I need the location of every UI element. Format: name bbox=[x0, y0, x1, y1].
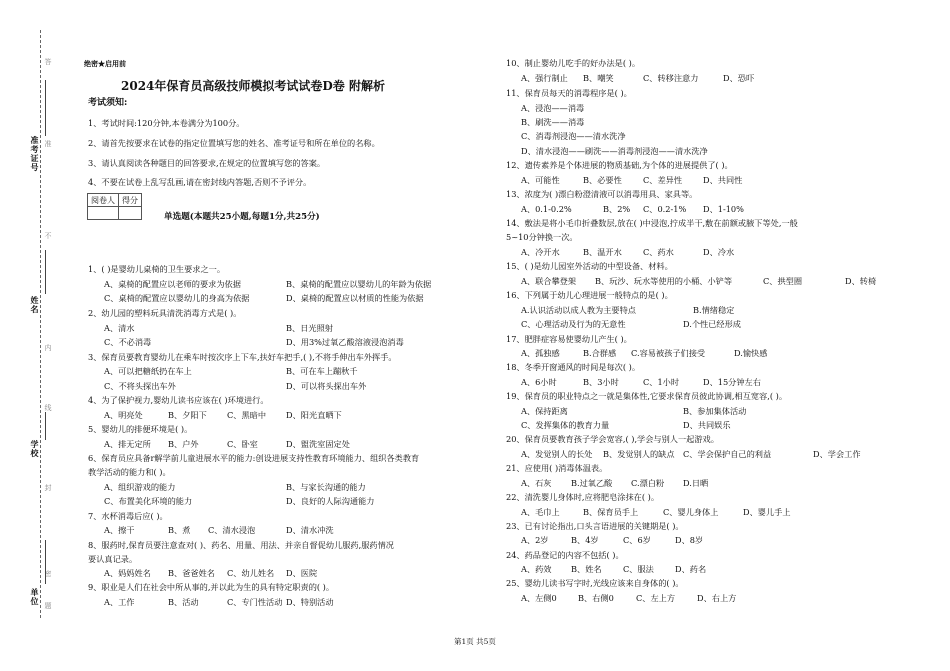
option-line: C、药水 bbox=[643, 247, 674, 257]
option-line: A、桌椅的配置应以老师的要求为依据 bbox=[104, 279, 241, 289]
option-line: D、用3%过氧乙酸溶液浸泡消毒 bbox=[286, 337, 404, 347]
option-line: D、药名 bbox=[675, 564, 707, 574]
option-line: C、桌椅的配置应以婴幼儿的身高为依据 bbox=[104, 293, 250, 303]
question-line: 21、应使用( )消毒体温表。 bbox=[506, 463, 608, 473]
notice-item: 4、不要在试卷上乱写乱画,请在密封线内答题,否则不予评分。 bbox=[88, 177, 312, 187]
question-line: 6、保育员应具备r解学前儿童进展水平的能力:创设进展支持性教育环境能力、组织各类教育 bbox=[88, 453, 420, 463]
option-line: B.情绪稳定 bbox=[693, 305, 735, 315]
grader-box bbox=[87, 193, 142, 220]
question-line: 14、敷法是将小毛巾折叠数层,放在( )中浸泡,拧成半干,敷在前额或腋下等处,一般 bbox=[506, 218, 798, 228]
option-line: A、妈妈姓名 bbox=[104, 568, 151, 578]
option-line: D、特别活动 bbox=[286, 597, 334, 607]
question-line: 5、婴幼儿的排便环境是( )。 bbox=[88, 424, 193, 434]
question-line: 1、( )是婴幼儿桌椅的卫生要求之一。 bbox=[88, 264, 226, 274]
reviewer-cell: 阅卷人 bbox=[88, 194, 119, 207]
option-line: A、排无定所 bbox=[104, 439, 151, 449]
question-line: 5~10分钟换一次。 bbox=[506, 232, 578, 242]
option-line: C、左上方 bbox=[636, 593, 676, 603]
notice-heading: 考试须知: bbox=[88, 98, 128, 108]
option-line: A、左侧0 bbox=[521, 593, 557, 603]
school-write-line[interactable] bbox=[45, 412, 46, 440]
notice-item: 1、考试时间:120分钟,本卷满分为100分。 bbox=[88, 118, 245, 128]
option-line: B.合群感 bbox=[583, 348, 617, 358]
reviewer-entry[interactable] bbox=[88, 207, 119, 220]
option-line: A.认识活动以成人教为主要特点 bbox=[521, 305, 636, 315]
option-line: C、1小时 bbox=[643, 377, 680, 387]
option-line: A、联合攀登架 bbox=[521, 276, 577, 286]
option-line: A、清水 bbox=[104, 323, 135, 333]
question-line: 24、药品登记的内容不包括( )。 bbox=[506, 550, 624, 560]
option-line: A、浸泡——消毒 bbox=[521, 103, 585, 113]
option-line: C、差异性 bbox=[643, 175, 683, 185]
option-line: B、3小时 bbox=[583, 377, 619, 387]
option-line: C、黑暗中 bbox=[227, 410, 267, 420]
option-line: A、6小时 bbox=[521, 377, 557, 387]
option-line: B.过氧乙酸 bbox=[571, 478, 613, 488]
option-line: B、夕阳下 bbox=[168, 410, 207, 420]
option-line: C.漂白粉 bbox=[631, 478, 665, 488]
option-line: A、明亮处 bbox=[104, 410, 143, 420]
question-line: 3、保育员要教育婴幼儿在乘车时按次序上下车,扶好车把手,( ),不将手伸出车外挥手。 bbox=[88, 352, 397, 362]
question-line: 8、服药时,保育员要注意查对( )、药名、用量、用法、并亲自督促幼儿服药,服药情况 bbox=[88, 540, 394, 550]
question-line: 23、已有讨论指出,口头言语进展的关键期是( )。 bbox=[506, 521, 684, 531]
option-line: D、冷水 bbox=[703, 247, 735, 257]
option-line: C、0.2-1% bbox=[643, 204, 687, 214]
option-line: D、共同性 bbox=[703, 175, 743, 185]
name-write-line[interactable] bbox=[45, 250, 46, 294]
option-line: B、煮 bbox=[168, 525, 191, 535]
unit-write-line[interactable] bbox=[45, 540, 46, 584]
option-line: B、桌椅的配置应以婴幼儿的年龄为依据 bbox=[286, 279, 432, 289]
question-line: 2、幼儿园的塑料玩具清洗消毒方式是( )。 bbox=[88, 308, 242, 318]
option-line: A、孤独感 bbox=[521, 348, 560, 358]
option-line: D、医院 bbox=[286, 568, 318, 578]
option-line: C、清水浸泡 bbox=[208, 525, 256, 535]
binding-faint-char: 不 bbox=[44, 232, 52, 239]
option-line: C.容易被孩子们接受 bbox=[631, 348, 706, 358]
exam-number-label: 准考证号 bbox=[30, 136, 40, 172]
page-title: 2024年保育员高级技师模拟考试试卷D卷 附解析 bbox=[121, 79, 385, 93]
option-line: A、毛巾上 bbox=[521, 507, 560, 517]
option-line: D.愉快感 bbox=[734, 348, 768, 358]
option-line: C、布置美化环境的能力 bbox=[104, 496, 193, 506]
notice-item: 3、请认真阅读各种题目的回答要求,在规定的位置填写您的答案。 bbox=[88, 158, 326, 168]
question-line: 9、职业是人们在社会中所从事的,并以此为生的具有特定职责的( )。 bbox=[88, 582, 335, 592]
question-line: 11、保育员每天的消毒程序是( )。 bbox=[506, 88, 632, 98]
question-line: 4、为了保护视力,婴幼儿读书应该在( )环境进行。 bbox=[88, 395, 269, 405]
option-line: B、日光照射 bbox=[286, 323, 333, 333]
option-line: B、可在车上蹦秋千 bbox=[286, 366, 358, 376]
school-label: 学校 bbox=[30, 440, 40, 458]
option-line: B、姓名 bbox=[571, 564, 602, 574]
option-line: B、参加集体活动 bbox=[683, 406, 747, 416]
option-line: A、可能性 bbox=[521, 175, 560, 185]
option-line: C、服法 bbox=[623, 564, 654, 574]
binding-faint-char: 内 bbox=[44, 344, 52, 351]
option-line: B、4岁 bbox=[571, 535, 599, 545]
option-line: C、卧室 bbox=[227, 439, 258, 449]
score-cell: 得分 bbox=[119, 194, 142, 207]
option-line: D、清水浸泡——刷洗——消毒剂浸泡——清水洗净 bbox=[521, 146, 708, 156]
option-line: C、幼儿姓名 bbox=[227, 568, 275, 578]
option-line: B、玩沙、玩水等使用的小桶、小铲等 bbox=[595, 276, 733, 286]
binding-faint-char: 题 bbox=[44, 602, 52, 609]
option-line: D、转椅 bbox=[845, 276, 877, 286]
option-line: C、转移注意力 bbox=[643, 73, 699, 83]
question-line: 要认真记录。 bbox=[88, 554, 138, 564]
option-line: B、与家长沟通的能力 bbox=[286, 482, 366, 492]
option-line: A、发觉别人的长处 bbox=[521, 449, 593, 459]
question-line: 19、保育员的职业特点之一就是集体性,它要求保育员彼此协调,相互宽容,( )。 bbox=[506, 391, 788, 401]
name-label: 姓名 bbox=[30, 296, 40, 314]
notice-item: 2、请首先按要求在试卷的指定位置填写您的姓名、准考证号和所在单位的名称。 bbox=[88, 138, 380, 148]
question-line: 教学活动的能力和( )。 bbox=[88, 467, 171, 477]
binding-faint-char: 密 bbox=[44, 570, 52, 577]
option-line: D、1-10% bbox=[703, 204, 744, 214]
option-line: C、6岁 bbox=[623, 535, 651, 545]
binding-faint-char: 封 bbox=[44, 484, 52, 491]
score-entry[interactable] bbox=[119, 207, 142, 220]
option-line: D、学会工作 bbox=[813, 449, 861, 459]
option-line: C、婴儿身体上 bbox=[663, 507, 719, 517]
option-line: C、不必消毒 bbox=[104, 337, 152, 347]
question-line: 16、下列属于幼儿心理进展一般特点的是( )。 bbox=[506, 290, 673, 300]
question-line: 15、( )是幼儿园室外活动的中型设备、材料。 bbox=[506, 261, 673, 271]
option-line: A、可以把糖纸扔在车上 bbox=[104, 366, 192, 376]
option-line: D、8岁 bbox=[675, 535, 704, 545]
option-line: D、可以将头探出车外 bbox=[286, 381, 367, 391]
option-line: A、保持距离 bbox=[521, 406, 568, 416]
option-line: B、户外 bbox=[168, 439, 199, 449]
question-line: 13、浓度为( )漂白粉澄清液可以消毒用具、家具等。 bbox=[506, 189, 698, 199]
option-line: C、心理活动及行为的无意性 bbox=[521, 319, 626, 329]
binding-line bbox=[40, 30, 41, 618]
option-line: B、嘲笑 bbox=[583, 73, 614, 83]
question-line: 25、婴幼儿读书写字时,光线应该来自身体的( )。 bbox=[506, 578, 684, 588]
option-line: A、2岁 bbox=[521, 535, 549, 545]
option-line: D、清水冲洗 bbox=[286, 525, 334, 535]
option-line: B、右侧0 bbox=[578, 593, 614, 603]
option-line: D.个性已经形成 bbox=[683, 319, 741, 329]
option-line: A、药效 bbox=[521, 564, 552, 574]
option-line: A、石灰 bbox=[521, 478, 552, 488]
option-line: D、15分钟左右 bbox=[703, 377, 761, 387]
option-line: A、擦干 bbox=[104, 525, 135, 535]
option-line: B、温开水 bbox=[583, 247, 622, 257]
option-line: C、不将头探出车外 bbox=[104, 381, 176, 391]
option-line: D、共同娱乐 bbox=[683, 420, 731, 430]
question-line: 22、清洗婴儿身体时,应将肥皂涂抹在( )。 bbox=[506, 492, 660, 502]
option-line: C、学会保护自己的利益 bbox=[683, 449, 772, 459]
option-line: B、刷洗——消毒 bbox=[521, 117, 585, 127]
binding-faint-char: 准 bbox=[44, 140, 52, 147]
section-title: 单选题(本题共25小题,每题1分,共25分) bbox=[164, 212, 320, 222]
option-line: A、0.1-0.2% bbox=[521, 204, 572, 214]
question-line: 20、保育员要教育孩子学会宽容,( ),学会与别人一起游戏。 bbox=[506, 434, 719, 444]
binding-faint-char: 答 bbox=[44, 58, 52, 65]
option-line: B、发觉别人的缺点 bbox=[603, 449, 675, 459]
question-line: 12、遗传素养是个体进展的物质基础,为个体的进展提供了( )。 bbox=[506, 160, 733, 170]
option-line: B、活动 bbox=[168, 597, 199, 607]
question-line: 10、制止婴幼儿吃手的好办法是( )。 bbox=[506, 58, 641, 68]
option-line: B、保育员手上 bbox=[583, 507, 639, 517]
option-line: A、组织游戏的能力 bbox=[104, 482, 176, 492]
option-line: D.日晒 bbox=[683, 478, 709, 488]
option-line: B、爸爸姓名 bbox=[168, 568, 215, 578]
question-line: 7、水杯消毒后应( )。 bbox=[88, 511, 168, 521]
option-line: C、专门性活动 bbox=[227, 597, 283, 607]
binding-faint-char: 线 bbox=[44, 404, 52, 411]
option-line: D、良好的人际沟通能力 bbox=[286, 496, 375, 506]
page-footer: 第1页 共5页 bbox=[454, 637, 496, 646]
option-line: D、桌椅的配置应以材质的性能为依据 bbox=[286, 293, 424, 303]
unit-label: 单位 bbox=[30, 588, 40, 606]
exam-number-write-line[interactable] bbox=[45, 80, 46, 136]
option-line: C、拱型圈 bbox=[763, 276, 803, 286]
option-line: D、婴儿手上 bbox=[743, 507, 791, 517]
confidential-mark: 绝密★启用前 bbox=[84, 59, 126, 68]
question-line: 17、肥胖症容易使婴幼儿产生( )。 bbox=[506, 334, 632, 344]
question-line: 18、冬季开窗通风的时间是每次( )。 bbox=[506, 362, 641, 372]
option-line: D、右上方 bbox=[697, 593, 737, 603]
option-line: B、2% bbox=[603, 204, 631, 214]
option-line: B、必要性 bbox=[583, 175, 622, 185]
option-line: D、阳光直晒下 bbox=[286, 410, 342, 420]
option-line: C、发挥集体的教育力量 bbox=[521, 420, 610, 430]
option-line: D、恐吓 bbox=[723, 73, 755, 83]
option-line: C、消毒剂浸泡——清水洗净 bbox=[521, 131, 626, 141]
option-line: D、盥洗室固定处 bbox=[286, 439, 350, 449]
option-line: A、强行制止 bbox=[521, 73, 568, 83]
option-line: A、冷开水 bbox=[521, 247, 560, 257]
option-line: A、工作 bbox=[104, 597, 135, 607]
